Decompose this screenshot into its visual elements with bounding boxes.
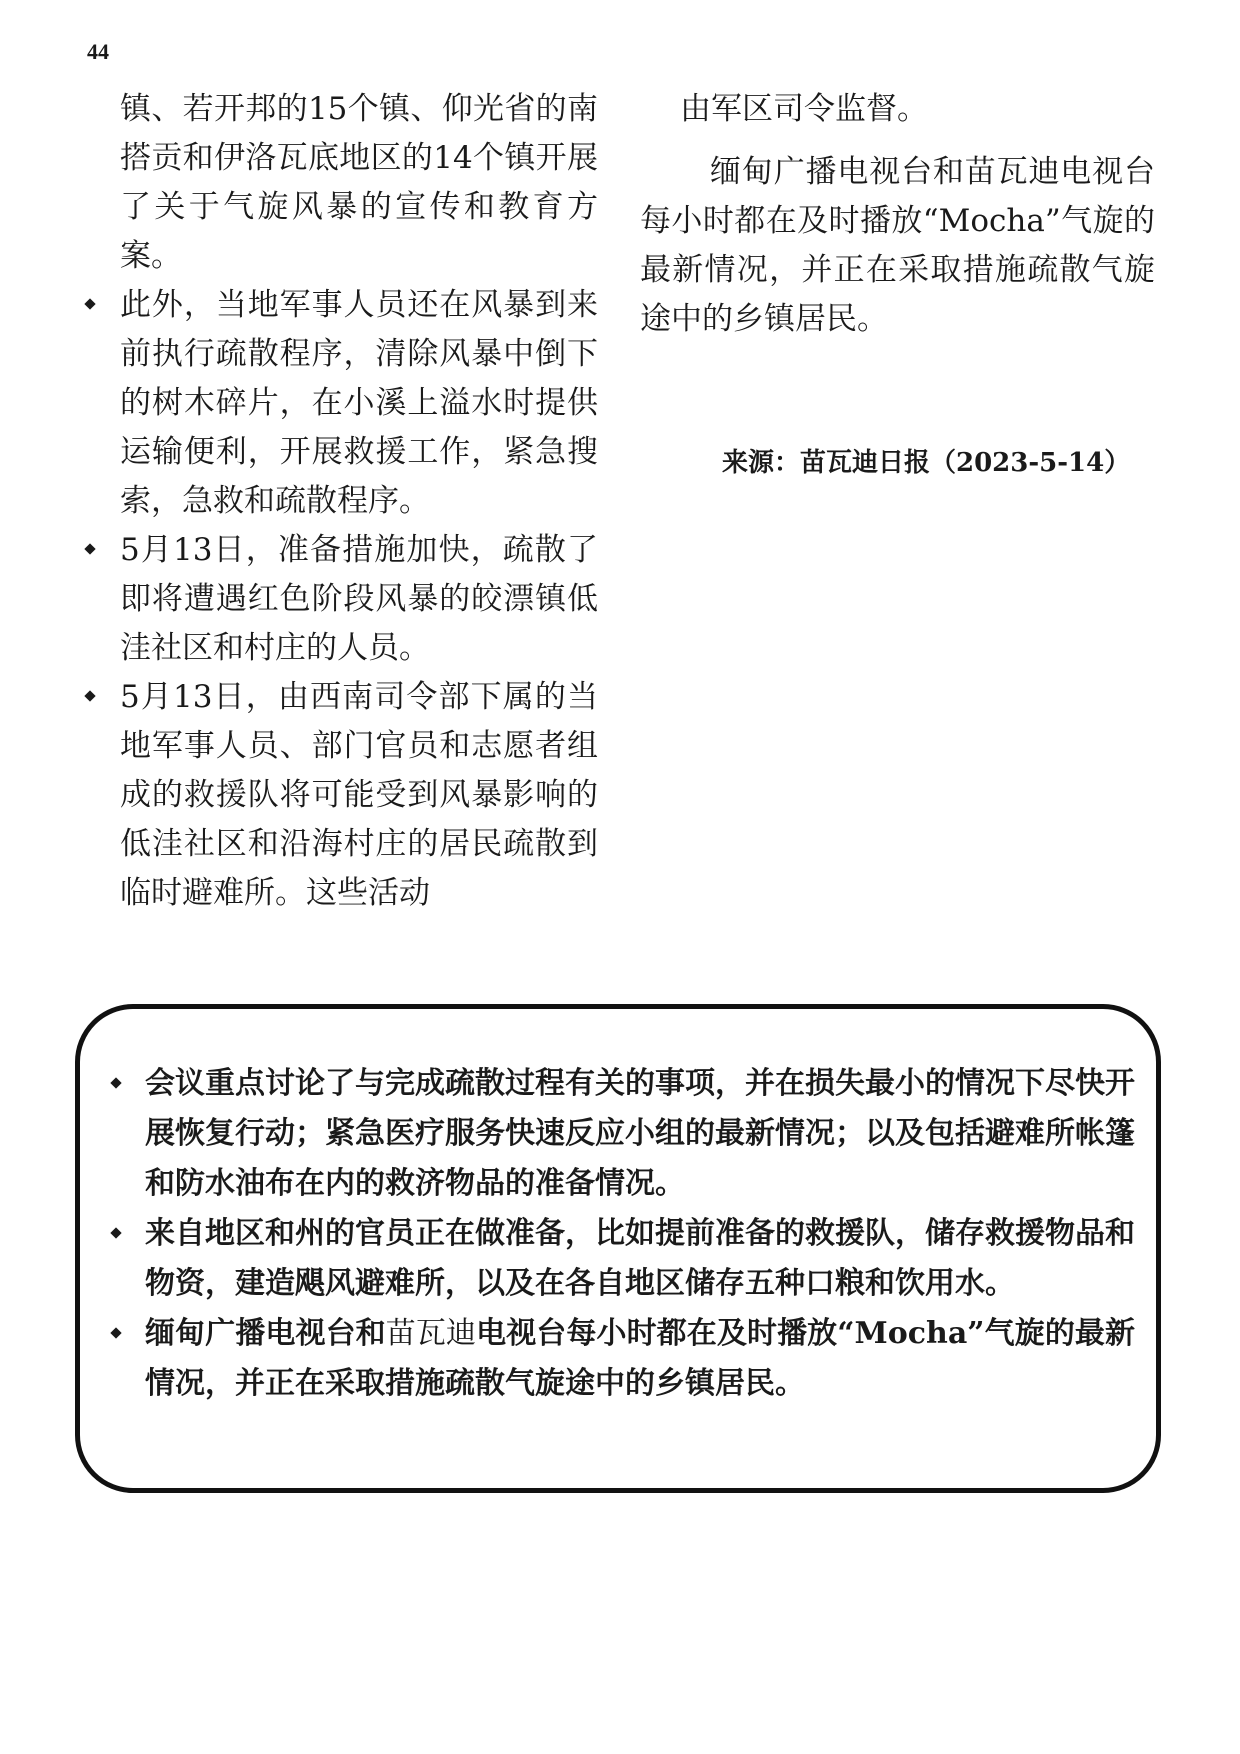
- right-paragraph: 缅甸广播电视台和苗瓦迪电视台每小时都在及时播放“Mocha”气旋的最新情况，并正在采取措施疏散气旋途中的乡镇居民。: [640, 154, 1155, 337]
- diamond-bullet-icon: [110, 1327, 121, 1338]
- bullet-text-part: 苗瓦迪: [385, 1316, 477, 1351]
- diamond-bullet-icon: [84, 298, 95, 309]
- summary-box: [75, 1004, 1161, 1493]
- list-item: [120, 673, 598, 918]
- list-item: [120, 526, 598, 673]
- left-intro-paragraph: 镇、若开邦的15个镇、仰光省的南搭贡和伊洛瓦底地区的14个镇开展了关于气旋风暴的宣传和教育方案。: [120, 91, 598, 274]
- bullet-text: 此外，当地军事人员还在风暴到来前执行疏散程序，清除风暴中倒下的树木碎片，在小溪上溢水时提供运输便利，开展救援工作，紧急搜索，急救和疏散程序。: [120, 287, 598, 519]
- right-continuation-text: 由军区司令监督。: [680, 91, 928, 127]
- left-column: [120, 85, 598, 918]
- bullet-text-part: 电视台每小时都在及时播放“Mocha”气旋的最新情况，并正在采取措施疏散气旋途中的乡镇居民。: [145, 1316, 1136, 1401]
- list-item: [120, 281, 598, 526]
- source-citation: 来源：苗瓦迪日报（2023-5-14）: [722, 448, 1131, 478]
- diamond-bullet-icon: [110, 1077, 121, 1088]
- summary-bullet-list: [145, 1059, 1135, 1409]
- bullet-text: 来自地区和州的官员正在做准备，比如提前准备的救援队，储存救援物品和物资，建造飓风避难所，以及在各自地区储存五种口粮和饮用水。: [145, 1216, 1135, 1301]
- diamond-bullet-icon: [110, 1227, 121, 1238]
- bullet-text: 5月13日，由西南司令部下属的当地军事人员、部门官员和志愿者组成的救援队将可能受到风暴影响的低洼社区和沿海村庄的居民疏散到临时避难所。这些活动: [120, 679, 598, 911]
- bullet-text: 5月13日，准备措施加快，疏散了即将遭遇红色阶段风暴的皎漂镇低洼社区和村庄的人员。: [120, 532, 598, 666]
- list-item: [145, 1309, 1135, 1409]
- bullet-text-part: 缅甸广播电视台和: [145, 1316, 386, 1351]
- list-item: [145, 1209, 1135, 1309]
- list-item: [145, 1059, 1135, 1209]
- diamond-bullet-icon: [84, 543, 95, 554]
- left-bullet-list: [120, 281, 598, 918]
- page-number: 44: [87, 39, 109, 64]
- right-column: [640, 85, 1155, 344]
- diamond-bullet-icon: [84, 690, 95, 701]
- bullet-text: 会议重点讨论了与完成疏散过程有关的事项，并在损失最小的情况下尽快开展恢复行动；紧急医疗服务快速反应小组的最新情况；以及包括避难所帐篷和防水油布在内的救济物品的准备情况。: [145, 1066, 1135, 1201]
